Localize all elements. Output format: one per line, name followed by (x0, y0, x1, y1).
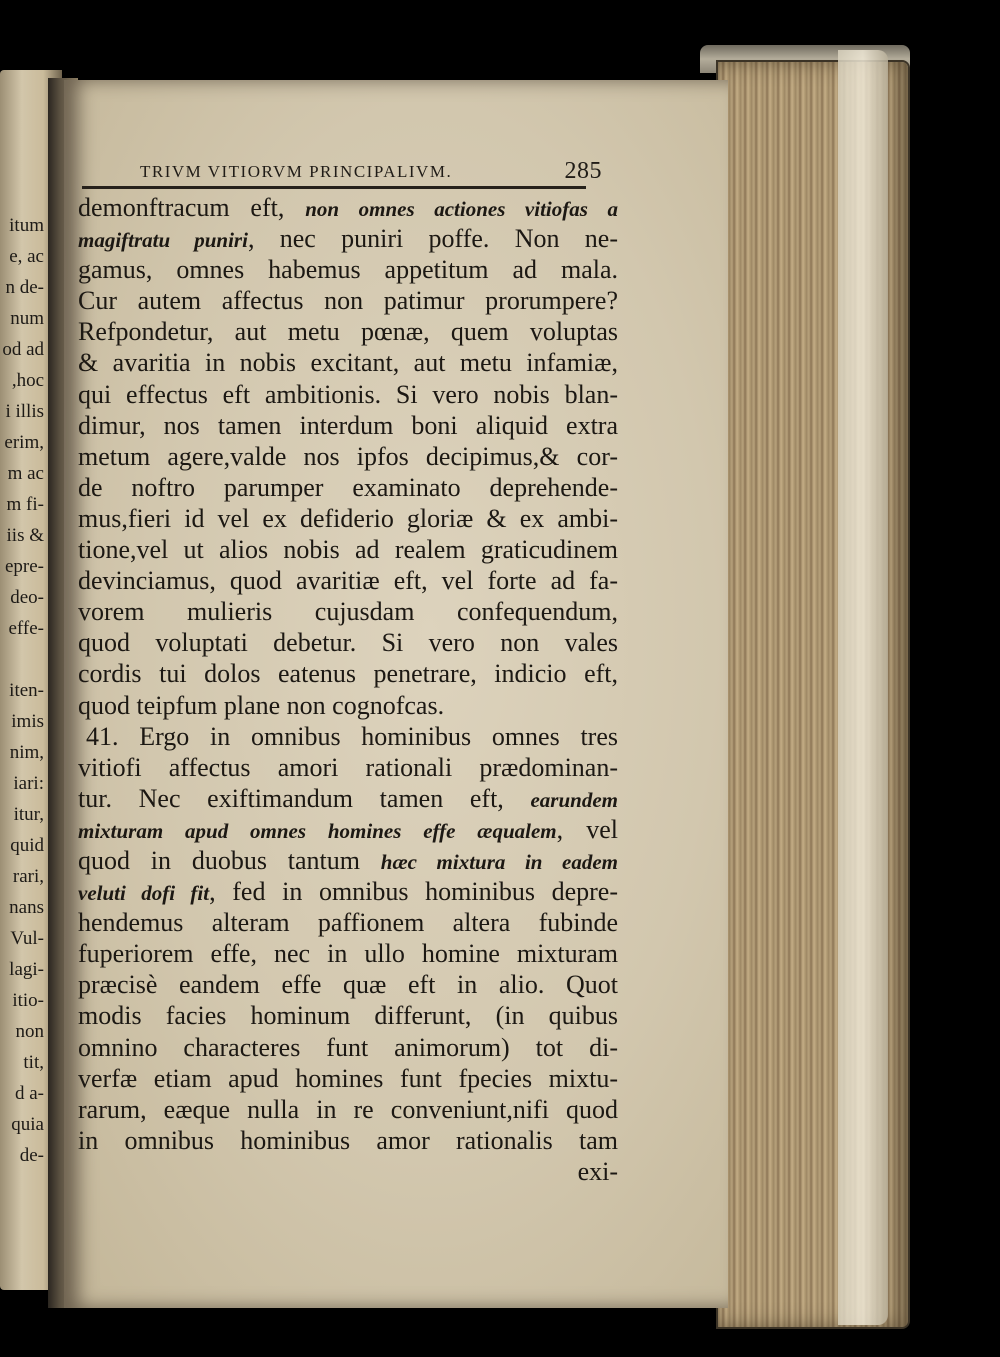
text-line (78, 534, 618, 565)
text-run: dimur, nos tamen interdum boni aliquid extra (78, 410, 618, 440)
text-line (78, 565, 618, 596)
text-line (78, 1063, 618, 1094)
left-page-fragment: od ad (2, 339, 44, 360)
text-line (78, 472, 618, 503)
left-page-fragment: lagi- (9, 959, 44, 980)
text-run: 41. Ergo in omnibus hominibus omnes tres (86, 721, 618, 751)
text-run: qui effectus eft ambitionis. Si vero nobis blan- (78, 379, 618, 409)
left-page-fragment: erim, (4, 432, 44, 453)
left-page-fragment: non (15, 1021, 44, 1042)
text-line (78, 285, 618, 316)
text-line (78, 503, 618, 534)
text-line (78, 876, 618, 907)
text-line (78, 596, 618, 627)
text-run: fuperiorem effe, nec in ullo homine mixturam (78, 939, 618, 969)
text-run: gamus, omnes habemus appetitum ad mala. (78, 255, 618, 285)
left-page-fragment: Vul- (10, 928, 44, 949)
text-run: , nec puniri poffe. Non ne- (247, 224, 618, 254)
left-page-fragment: d a- (14, 1083, 44, 1104)
left-page-fragment: iis & (6, 525, 44, 546)
text-run: exi- (577, 1156, 618, 1186)
italic-phrase: mixturam apud omnes homines effe æqualem (78, 818, 557, 843)
text-line (78, 658, 618, 689)
left-page-fragment: i illis (5, 401, 44, 422)
text-line (78, 627, 618, 658)
text-run: vitiofi affectus amori rationali prædominan- (78, 752, 618, 782)
text-line (78, 907, 618, 938)
left-page-fragment: effe- (8, 618, 44, 639)
text-run: verfæ etiam apud homines funt fpecies mixtu- (78, 1063, 618, 1093)
text-run: tur. Nec exiftimandum tamen eft, (78, 783, 531, 813)
text-run: Cur autem affectus non patimur prorumpere? (78, 286, 618, 316)
header-rule (82, 186, 586, 189)
italic-phrase: veluti dofi fit (78, 881, 210, 906)
text-line (78, 254, 618, 285)
left-page-fragment: epre- (4, 556, 44, 577)
text-run: devinciamus, quod avaritiæ eft, vel forte ad fa- (78, 566, 618, 596)
left-page-fragment: iari: (13, 773, 44, 794)
left-page-fragment: itur, (13, 804, 44, 825)
text-line (78, 379, 618, 410)
text-run: in omnibus hominibus amor rationalis tam (78, 1125, 618, 1155)
left-page-fragment: de- (19, 1145, 44, 1166)
text-line (78, 410, 618, 441)
text-run: demonftracum eft, (78, 193, 306, 222)
text-run: omnino characteres funt animorum) tot di- (78, 1032, 618, 1062)
text-run: vorem mulieris cujusdam confequendum, (78, 597, 618, 627)
left-page-fragment: m fi- (6, 494, 44, 515)
left-page-fragment: n de- (5, 277, 44, 298)
left-page-fragment: imis (11, 711, 44, 732)
page-number: 285 (564, 158, 602, 184)
text-run: de noftro parumper examinato deprehende- (78, 472, 618, 502)
left-page-fragment: nim, (9, 742, 44, 763)
text-run: metum agere,valde nos ipfos decipimus,& cor- (78, 441, 618, 471)
text-run: quod voluptati debetur. Si vero non vales (78, 628, 618, 658)
text-run: rarum, eæque nulla in re conveniunt,nifi quod (78, 1094, 618, 1124)
text-line (78, 783, 618, 814)
italic-phrase: hæc mixtura in eadem (380, 849, 618, 874)
left-page-fragment: rari, (12, 866, 44, 887)
running-title: TRIVM VITIORVM PRINCIPALIVM. (140, 162, 453, 181)
left-page-fragment: e, ac (9, 246, 44, 267)
left-page-fragment: m ac (7, 463, 44, 484)
left-page-fragment: deo- (10, 587, 44, 608)
text-line (78, 845, 618, 876)
text-line (78, 192, 618, 223)
text-run: Refpondetur, aut metu pœnæ, quem voluptas (78, 317, 618, 347)
text-line (78, 1032, 618, 1063)
page-body-text (78, 192, 618, 1187)
text-run: quod teipfum plane non cognofcas. (78, 690, 445, 720)
text-line (78, 938, 618, 969)
text-line (78, 223, 618, 254)
left-page-fragment: quia (11, 1114, 44, 1135)
left-page-fragment: iten- (9, 680, 44, 701)
text-run: & avaritia in nobis excitant, aut metu infamiæ, (78, 348, 618, 378)
text-run: præcisè eandem effe quæ eft in alio. Quot (78, 970, 618, 1000)
left-page-fragment: quid (10, 835, 44, 856)
text-run: mus,fieri id vel ex defiderio gloriæ & ex ambi- (78, 503, 618, 533)
text-line (78, 721, 618, 752)
left-page-fragment: itio- (12, 990, 44, 1011)
catchword (78, 1156, 618, 1187)
text-line (78, 316, 618, 347)
text-run: , fed in omnibus hominibus depre- (209, 877, 618, 907)
text-line (78, 969, 618, 1000)
text-line (78, 814, 618, 845)
text-line (78, 1000, 618, 1031)
cover-strip (838, 50, 888, 1325)
italic-phrase: magiftratu puniri (78, 228, 248, 253)
text-line (78, 441, 618, 472)
italic-phrase: non omnes actiones vitiofas a (305, 197, 618, 221)
left-page-fragment: tit, (23, 1052, 44, 1073)
text-run: , vel (556, 814, 619, 844)
text-line (78, 690, 618, 721)
text-run: modis facies hominum differunt, (in quibus (78, 1001, 618, 1031)
text-run: tione,vel ut alios nobis ad realem graticudinem (78, 535, 618, 565)
left-page-fragment: nans (9, 897, 44, 918)
text-line (78, 1125, 618, 1156)
text-run: hendemus alteram paffionem altera fubinde (78, 908, 618, 938)
text-run: cordis tui dolos eatenus penetrare, indicio eft, (78, 659, 618, 689)
left-page-fragment: itum (9, 215, 44, 236)
italic-phrase: earundem (530, 787, 618, 812)
text-line (78, 752, 618, 783)
text-line (78, 347, 618, 378)
left-page-fragment: num (10, 308, 44, 329)
left-page-fragment: ,hoc (11, 370, 44, 391)
text-line (78, 1094, 618, 1125)
text-run: quod in duobus tantum (78, 845, 381, 875)
